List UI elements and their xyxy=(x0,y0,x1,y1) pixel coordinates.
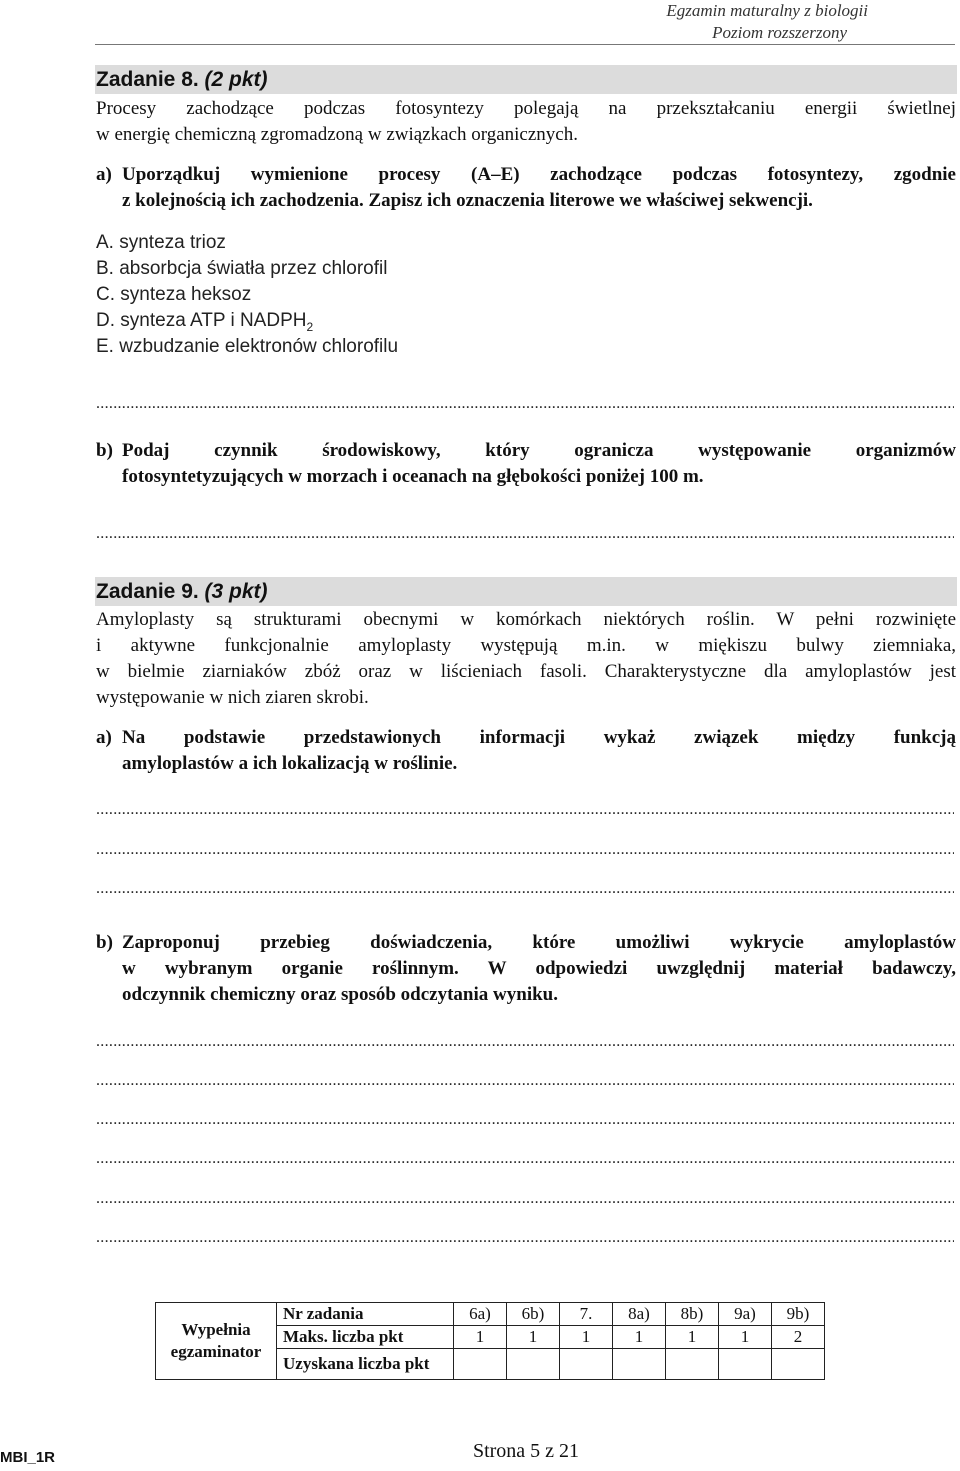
task9-points: (3 pkt) xyxy=(204,580,268,603)
score-task-cell: 9b) xyxy=(772,1303,825,1326)
answer-line-8b[interactable] xyxy=(96,526,954,542)
score-max-cell: 1 xyxy=(560,1326,613,1349)
task9b-question: b) Zaproponuj przebieg doświadczenia, które umożliwi wykrycie amyloplastów w wybranym organie roślinnym. W odpowiedzi uwzględnij materiał badawczy, odczynnik chemiczny oraz sposób odczytania wyniku. xyxy=(96,932,956,1005)
score-max-cell: 1 xyxy=(666,1326,719,1349)
score-task-cell: 9a) xyxy=(719,1303,772,1326)
score-max-cell: 1 xyxy=(613,1326,666,1349)
task9a-question: a) Na podstawie przedstawionych informacji wykaż związek między funkcją amyloplastów a ich lokalizacją w roślinie. xyxy=(96,727,956,774)
answer-line-8a[interactable] xyxy=(96,396,954,412)
score-obtained-cell[interactable] xyxy=(507,1349,560,1380)
header-level: Poziom rozszerzony xyxy=(712,23,847,42)
score-task-cell: 6a) xyxy=(454,1303,507,1326)
task8-intro: Procesy zachodzące podczas fotosyntezy polegają na przekształcaniu energii świetlnej w energię chemiczną zgromadzoną w związkach organicznych. xyxy=(96,98,956,145)
answer-line-9b-4[interactable] xyxy=(96,1151,954,1167)
score-table xyxy=(155,1302,825,1380)
task8-item-c: C. synteza heksoz xyxy=(96,284,252,305)
score-row-label-obtained: Uzyskana liczba pkt xyxy=(277,1349,454,1380)
score-row-label-tasks: Nr zadania xyxy=(277,1303,454,1326)
score-obtained-cell[interactable] xyxy=(666,1349,719,1380)
answer-line-9b-3[interactable] xyxy=(96,1112,954,1128)
score-task-cell: 6b) xyxy=(507,1303,560,1326)
task8-item-b: B. absorbcja światła przez chlorofil xyxy=(96,258,388,279)
task9-title: Zadanie 9. (3 pkt) xyxy=(96,580,268,603)
score-obtained-cell[interactable] xyxy=(454,1349,507,1380)
answer-line-9b-1[interactable] xyxy=(96,1034,954,1050)
answer-line-9b-6[interactable] xyxy=(96,1230,954,1246)
score-row-label-max: Maks. liczba pkt xyxy=(277,1326,454,1349)
task8-title: Zadanie 8. (2 pkt) xyxy=(96,68,268,91)
score-max-cell: 1 xyxy=(507,1326,560,1349)
score-max-cell: 1 xyxy=(454,1326,507,1349)
task8-points: (2 pkt) xyxy=(204,68,268,91)
task9-intro: Amyloplasty są strukturami obecnymi w komórkach niektórych roślin. W pełni rozwinięte i aktywne funkcjonalnie amyloplasty występują m.in. w miękiszu bulwy ziemniaka, w bielmie ziarniaków zbóż oraz w liścieniach fasoli. Charakterystyczne dla amyloplastów jest występowanie w nich ziaren skrobi. xyxy=(96,609,956,708)
footer-page-number: Strona 5 z 21 xyxy=(472,1440,580,1462)
task8a-question: a) Uporządkuj wymienione procesy (A–E) zachodzące podczas fotosyntezy, zgodnie z kolejnością ich zachodzenia. Zapisz ich oznaczenia literowe we właściwej sekwencji. xyxy=(96,164,956,211)
score-task-cell: 8a) xyxy=(613,1303,666,1326)
task8-item-a: A. synteza trioz xyxy=(96,232,226,253)
answer-line-9b-2[interactable] xyxy=(96,1073,954,1089)
task8-item-d: D. synteza ATP i $NADPH_2$ xyxy=(96,310,314,334)
task8-item-e: E. wzbudzanie elektronów chlorofilu xyxy=(96,336,399,357)
score-obtained-cell[interactable] xyxy=(560,1349,613,1380)
task8b-question: b) Podaj czynnik środowiskowy, który ogranicza występowanie organizmów fotosyntetyzujących w morzach i oceanach na głębokości poniżej 100 m. xyxy=(96,440,956,487)
score-obtained-cell[interactable] xyxy=(772,1349,825,1380)
answer-line-9b-5[interactable] xyxy=(96,1191,954,1207)
answer-line-9a-3[interactable] xyxy=(96,881,954,897)
score-max-cell: 1 xyxy=(719,1326,772,1349)
score-task-cell: 7. xyxy=(560,1303,613,1326)
header-exam-title: Egzamin maturalny z biologii xyxy=(666,1,868,20)
footer-exam-code: MBI_1R xyxy=(0,1449,56,1466)
score-task-cell: 8b) xyxy=(666,1303,719,1326)
score-table-who: Wypełnia egzaminator xyxy=(156,1303,277,1380)
score-obtained-cell[interactable] xyxy=(719,1349,772,1380)
score-max-cell: 2 xyxy=(772,1326,825,1349)
answer-line-9a-2[interactable] xyxy=(96,842,954,858)
score-obtained-cell[interactable] xyxy=(613,1349,666,1380)
header-rule xyxy=(95,44,955,45)
answer-line-9a-1[interactable] xyxy=(96,802,954,818)
